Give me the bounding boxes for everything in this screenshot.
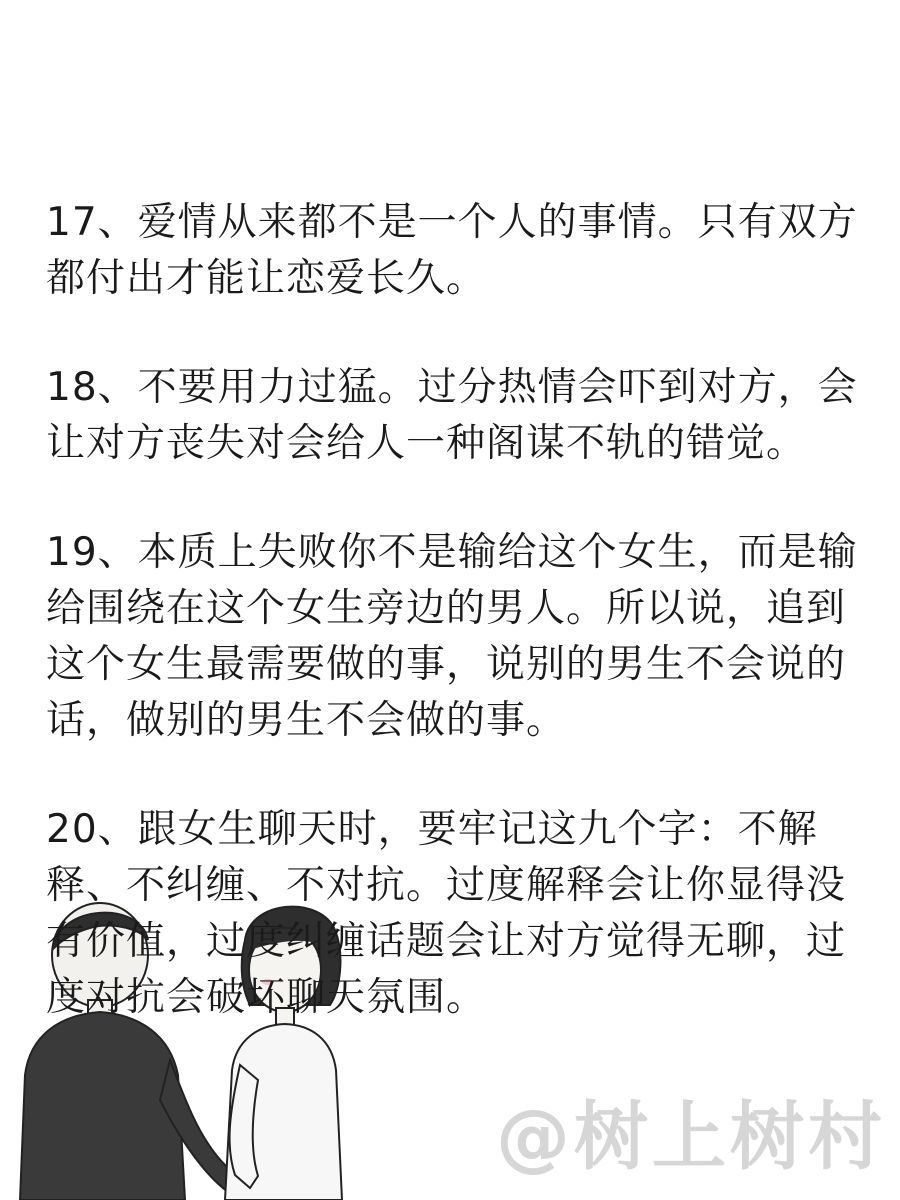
tip-20: 20、跟女生聊天时，要牢记这九个字：不解释、不纠缠、不对抗。过度解释会让你显得没有价值，过度纠缠话题会让对方觉得无聊，过度对抗会破坏聊天氛围。 — [46, 807, 847, 1020]
watermark-text: @树上树村 — [496, 1094, 886, 1180]
tips-list — [46, 195, 866, 1079]
tip-19: 19、本质上失败你不是输给这个女生，而是输给围绕在这个女生旁边的男人。所以说，追到这个女生最需要做的事，说别的男生不会说的话，做别的男生不会做的事。 — [46, 530, 858, 743]
tip-18: 18、不要用力过猛。过分热情会吓到对方，会让对方丧失对会给人一种阁谋不轨的错觉。 — [46, 365, 858, 466]
tip-17: 17、爱情从来都不是一个人的事情。只有双方都付出才能让恋爱长久。 — [46, 200, 858, 301]
